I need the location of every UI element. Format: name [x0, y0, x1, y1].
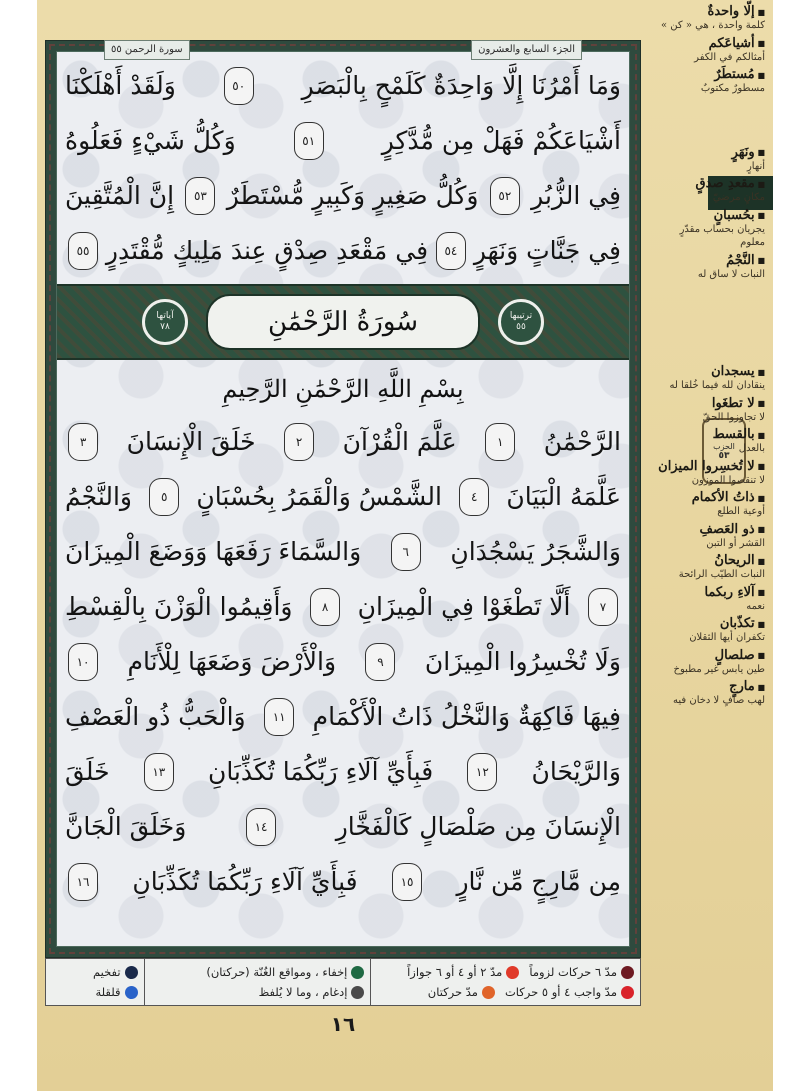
glossary-definition: مسطورٌ مكتوبٌ — [700, 83, 765, 94]
verse-line — [65, 168, 621, 223]
glossary-entry — [653, 176, 765, 205]
legend-item — [151, 985, 365, 999]
legend-label: إدغام ، وما لا يُلفظ — [258, 985, 348, 999]
legend-tafkhim-column — [46, 959, 144, 1005]
glossary-word: ■ لا تُخسِروا الميزان — [653, 459, 765, 474]
verse-text: فِيهَا فَاكِهَةٌ وَالنَّخْلُ ذَاتُ الْأَكْمَامِ — [312, 702, 621, 731]
legend-item — [151, 965, 365, 979]
glossary-definition: يجريان بحساب مقدّرٍ معلوم — [679, 223, 765, 248]
verse-text: عَلَّمَهُ الْبَيَانَ — [506, 482, 621, 511]
glossary-entry — [653, 36, 765, 65]
legend-item — [52, 965, 138, 979]
ayah-number-marker: ٥٥ — [68, 232, 98, 270]
glossary-word: ■ ونَهَرٍ — [653, 145, 765, 160]
ayah-number-marker: ٢ — [284, 423, 314, 461]
verse-line — [65, 854, 621, 909]
verse-line — [65, 744, 621, 799]
verse-text: فِي الزُّبُرِ — [531, 181, 621, 210]
verse-line — [65, 113, 621, 168]
glossary-entry — [653, 364, 765, 393]
verse-line — [65, 414, 621, 469]
legend-item — [529, 965, 634, 979]
glossary-definition: أنهارٍ — [746, 160, 765, 172]
verse-text: أَشْيَاعَكُمْ فَهَلْ مِن مُّدَّكِرٍ — [381, 126, 621, 155]
ayah-number-marker: ٥١ — [294, 122, 324, 160]
color-dot-icon — [621, 966, 634, 979]
glossary-word: ■ إلّا واحدةٌ — [653, 4, 765, 19]
verse-text: خَلَقَ الْإِنسَانَ — [126, 427, 256, 456]
glossary-entry — [653, 396, 765, 425]
glossary-entry — [653, 4, 765, 33]
ayah-number-marker: ١٢ — [467, 753, 497, 791]
verse-lines — [65, 58, 621, 909]
ayah-number-marker: ١٦ — [68, 863, 98, 901]
glossary-entry — [653, 67, 765, 96]
surah-header-label: سورة الرحمن ٥٥ — [104, 40, 190, 60]
verse-text: فِي مَقْعَدِ صِدْقٍ عِندَ مَلِيكٍ مُّقْتَدِرٍ — [105, 236, 429, 265]
legend-label: تفخيم — [92, 965, 121, 979]
verse-text: مِن مَّارِجٍ مِّن نَّارٍ — [456, 867, 621, 896]
glossary-word: ■ يسجدان — [653, 364, 765, 379]
legend-item — [428, 985, 495, 999]
surah-order-value: ٥٥ — [516, 322, 526, 332]
hizb-label: الحزب — [713, 441, 735, 451]
legend-label: قلقلة — [95, 985, 121, 999]
glossary-definition: أمثالكم في الكفر — [694, 51, 765, 63]
glossary-word: ■ لا تطغَوا — [653, 396, 765, 411]
glossary-word: ■ مارجٍ — [653, 679, 765, 694]
ayah-number-marker: ٥٣ — [185, 177, 215, 215]
glossary-word: ■ تكذّبان — [653, 616, 765, 631]
glossary-word: ■ أشياعَكم — [653, 36, 765, 51]
legend-label: مدّ حركتان — [427, 985, 478, 999]
glossary-definition: ينقادان لله فيما خُلقا له — [669, 380, 765, 391]
glossary-definition: لا تنقصوا الموزون — [691, 474, 765, 486]
glossary-word: ■ الريحانُ — [653, 553, 765, 568]
surah-title-banner — [57, 284, 629, 360]
color-dot-icon — [351, 986, 364, 999]
verse-text: الرَّحْمَٰنُ — [543, 427, 621, 456]
legend-label: مدّ ٢ أو ٤ أو ٦ جوازاً — [407, 965, 503, 979]
verse-text: وَالْأَرْضَ وَضَعَهَا لِلْأَنَامِ — [127, 647, 337, 676]
legend-label: مدّ واجب ٤ أو ٥ حركات — [504, 985, 617, 999]
verse-text: وَلَا تُخْسِرُوا الْمِيزَانَ — [424, 647, 621, 676]
ayah-number-marker: ١ — [485, 423, 515, 461]
verse-line — [65, 469, 621, 524]
legend-madd-column — [370, 959, 640, 1005]
glossary-entry — [653, 145, 765, 174]
glossary-word: ■ بالقسط — [653, 427, 765, 442]
surah-verses-value: ٧٨ — [160, 322, 170, 332]
glossary-word: ■ ذو العَصفِ — [653, 522, 765, 537]
color-dot-icon — [621, 986, 634, 999]
surah-order-medallion — [498, 299, 544, 345]
glossary-definition: لهب صافٍ لا دخان فيه — [673, 695, 765, 706]
verse-line — [65, 689, 621, 744]
glossary-definition: كلمة واحدة ، هي « كن » — [660, 20, 765, 31]
glossary-entry — [653, 253, 765, 282]
page-number: ١٦ — [330, 1012, 356, 1036]
spacer — [653, 99, 765, 145]
glossary-entry — [653, 522, 765, 551]
legend-row — [377, 965, 634, 979]
verse-text: فِي جَنَّاتٍ وَنَهَرٍ — [473, 236, 621, 265]
ayah-number-marker: ١٣ — [144, 753, 174, 791]
verse-line — [65, 58, 621, 113]
surah-verses-label: آياتها — [156, 311, 174, 322]
glossary-entry — [653, 553, 765, 582]
ayah-number-marker: ١١ — [264, 698, 294, 736]
glossary-entry — [653, 208, 765, 250]
glossary-word: ■ ذاتُ الأكمام — [653, 490, 765, 505]
verse-line — [65, 524, 621, 579]
quran-text-area — [56, 51, 630, 947]
verse-text: وَأَقِيمُوا الْوَزْنَ بِالْقِسْطِ — [65, 592, 293, 621]
ayah-number-marker: ٥ — [149, 478, 179, 516]
legend-row — [377, 985, 634, 999]
ayah-number-marker: ٣ — [68, 423, 98, 461]
verse-text: وَالنَّجْمُ — [65, 482, 133, 511]
glossary-entry — [653, 459, 765, 488]
tajweed-color-legend — [45, 958, 641, 1006]
surah-order-label: ترتيبها — [509, 311, 533, 322]
color-dot-icon — [125, 986, 138, 999]
glossary-word: ■ آلاءِ ربكما — [653, 585, 765, 600]
verse-line — [65, 579, 621, 634]
color-dot-icon — [506, 966, 519, 979]
mushaf-page — [37, 0, 773, 1091]
surah-verse-count-medallion — [142, 299, 188, 345]
glossary-entry — [653, 648, 765, 677]
verse-text: وَمَا أَمْرُنَا إِلَّا وَاحِدَةٌ كَلَمْحٍ بِالْبَصَرِ — [301, 71, 621, 100]
ayah-number-marker: ٥٠ — [224, 67, 254, 105]
glossary-definition: نعمه — [746, 600, 765, 612]
quran-text-frame — [45, 40, 641, 958]
verse-text: وَالرَّيْحَانُ — [531, 757, 621, 786]
verse-line — [65, 223, 621, 278]
verse-line — [65, 634, 621, 689]
legend-item — [505, 985, 634, 999]
verse-text: خَلَقَ — [65, 757, 110, 786]
glossary-entry — [653, 616, 765, 645]
glossary-definition: مكانٍ مرضيّ — [712, 192, 765, 203]
ayah-number-marker: ٧ — [588, 588, 618, 626]
basmala: بِسْمِ اللَّهِ الرَّحْمَٰنِ الرَّحِيمِ — [222, 375, 464, 403]
ayah-number-marker: ١٥ — [392, 863, 422, 901]
glossary-definition: تكفران أيها الثقلان — [689, 632, 765, 643]
ayah-number-marker: ٥٢ — [490, 177, 520, 215]
glossary-definition: لا تجاوزوا الحقّ — [702, 411, 765, 423]
glossary-word: ■ مُستطَرٌ — [653, 67, 765, 82]
glossary-word: ■ صلصالٍ — [653, 648, 765, 663]
verse-text: وَالسَّمَاءَ رَفَعَهَا وَوَضَعَ الْمِيزَانَ — [65, 537, 362, 566]
glossary-entry — [653, 585, 765, 614]
ayah-number-marker: ٦ — [391, 533, 421, 571]
glossary-word: ■ النَّجْمُ — [653, 253, 765, 268]
legend-label: مدّ ٦ حركات لزوماً — [529, 965, 617, 979]
verse-text: فَبِأَيِّ آلَاءِ رَبِّكُمَا تُكَذِّبَانِ — [132, 867, 358, 896]
verse-text: وَكُلُّ صَغِيرٍ وَكَبِيرٍ مُّسْتَطَرٌ — [226, 181, 479, 210]
glossary-word: ■ بحُسبانٍ — [653, 208, 765, 223]
glossary-definition: القشر أو التبن — [706, 537, 765, 549]
verse-text: وَلَقَدْ أَهْلَكْنَا — [65, 71, 176, 100]
verse-text: وَكُلُّ شَيْءٍ فَعَلُوهُ — [65, 126, 236, 155]
glossary-definition: طين يابس غير مطبوخ — [673, 663, 765, 675]
verse-text: وَالشَّجَرُ يَسْجُدَانِ — [450, 537, 621, 566]
ayah-number-marker: ٩ — [365, 643, 395, 681]
verse-text: الْإِنسَانَ مِن صَلْصَالٍ كَالْفَخَّارِ — [335, 812, 621, 841]
verse-text: وَخَلَقَ الْجَانَّ — [65, 812, 187, 841]
color-dot-icon — [125, 966, 138, 979]
verse-text: إِنَّ الْمُتَّقِينَ — [65, 181, 175, 210]
glossary-definition: النبات الطيّب الرائحة — [678, 569, 765, 580]
glossary-definition: بالعدل — [738, 443, 765, 454]
glossary-entry — [653, 679, 765, 708]
surah-name: سُورَةُ الرَّحْمَٰنِ — [206, 294, 480, 350]
ayah-number-marker: ٥٤ — [436, 232, 466, 270]
glossary-margin — [653, 4, 765, 711]
verse-text: الشَّمْسُ وَالْقَمَرُ بِحُسْبَانٍ — [196, 482, 442, 511]
ayah-number-marker: ١٤ — [246, 808, 276, 846]
legend-item — [52, 985, 138, 999]
ayah-number-marker: ٨ — [310, 588, 340, 626]
legend-item — [407, 965, 519, 979]
color-dot-icon — [482, 986, 495, 999]
color-dot-icon — [351, 966, 364, 979]
glossary-definition: النبات لا ساق له — [697, 268, 765, 280]
juz-header-label: الجزء السابع والعشرون — [471, 40, 582, 60]
ayah-number-marker: ١٠ — [68, 643, 98, 681]
spacer — [653, 284, 765, 364]
glossary-word: ■ مقعدِ صدقٍ — [653, 176, 765, 191]
glossary-definition: أوعية الطلع — [717, 506, 765, 517]
glossary-entry — [653, 490, 765, 519]
legend-label: إخفاء ، ومواقع الغُنّة (حركتان) — [206, 965, 348, 979]
verse-text: أَلَّا تَطْغَوْا فِي الْمِيزَانِ — [357, 592, 571, 621]
verse-text: عَلَّمَ الْقُرْآنَ — [342, 427, 457, 456]
glossary-entry — [653, 427, 765, 456]
verse-text: فَبِأَيِّ آلَاءِ رَبِّكُمَا تُكَذِّبَانِ — [207, 757, 434, 786]
legend-ghunna-column — [144, 959, 371, 1005]
verse-text: وَالْحَبُّ ذُو الْعَصْفِ — [65, 702, 246, 731]
hizb-number: ٥٣ — [718, 450, 730, 461]
verse-line — [65, 799, 621, 854]
ayah-number-marker: ٤ — [459, 478, 489, 516]
